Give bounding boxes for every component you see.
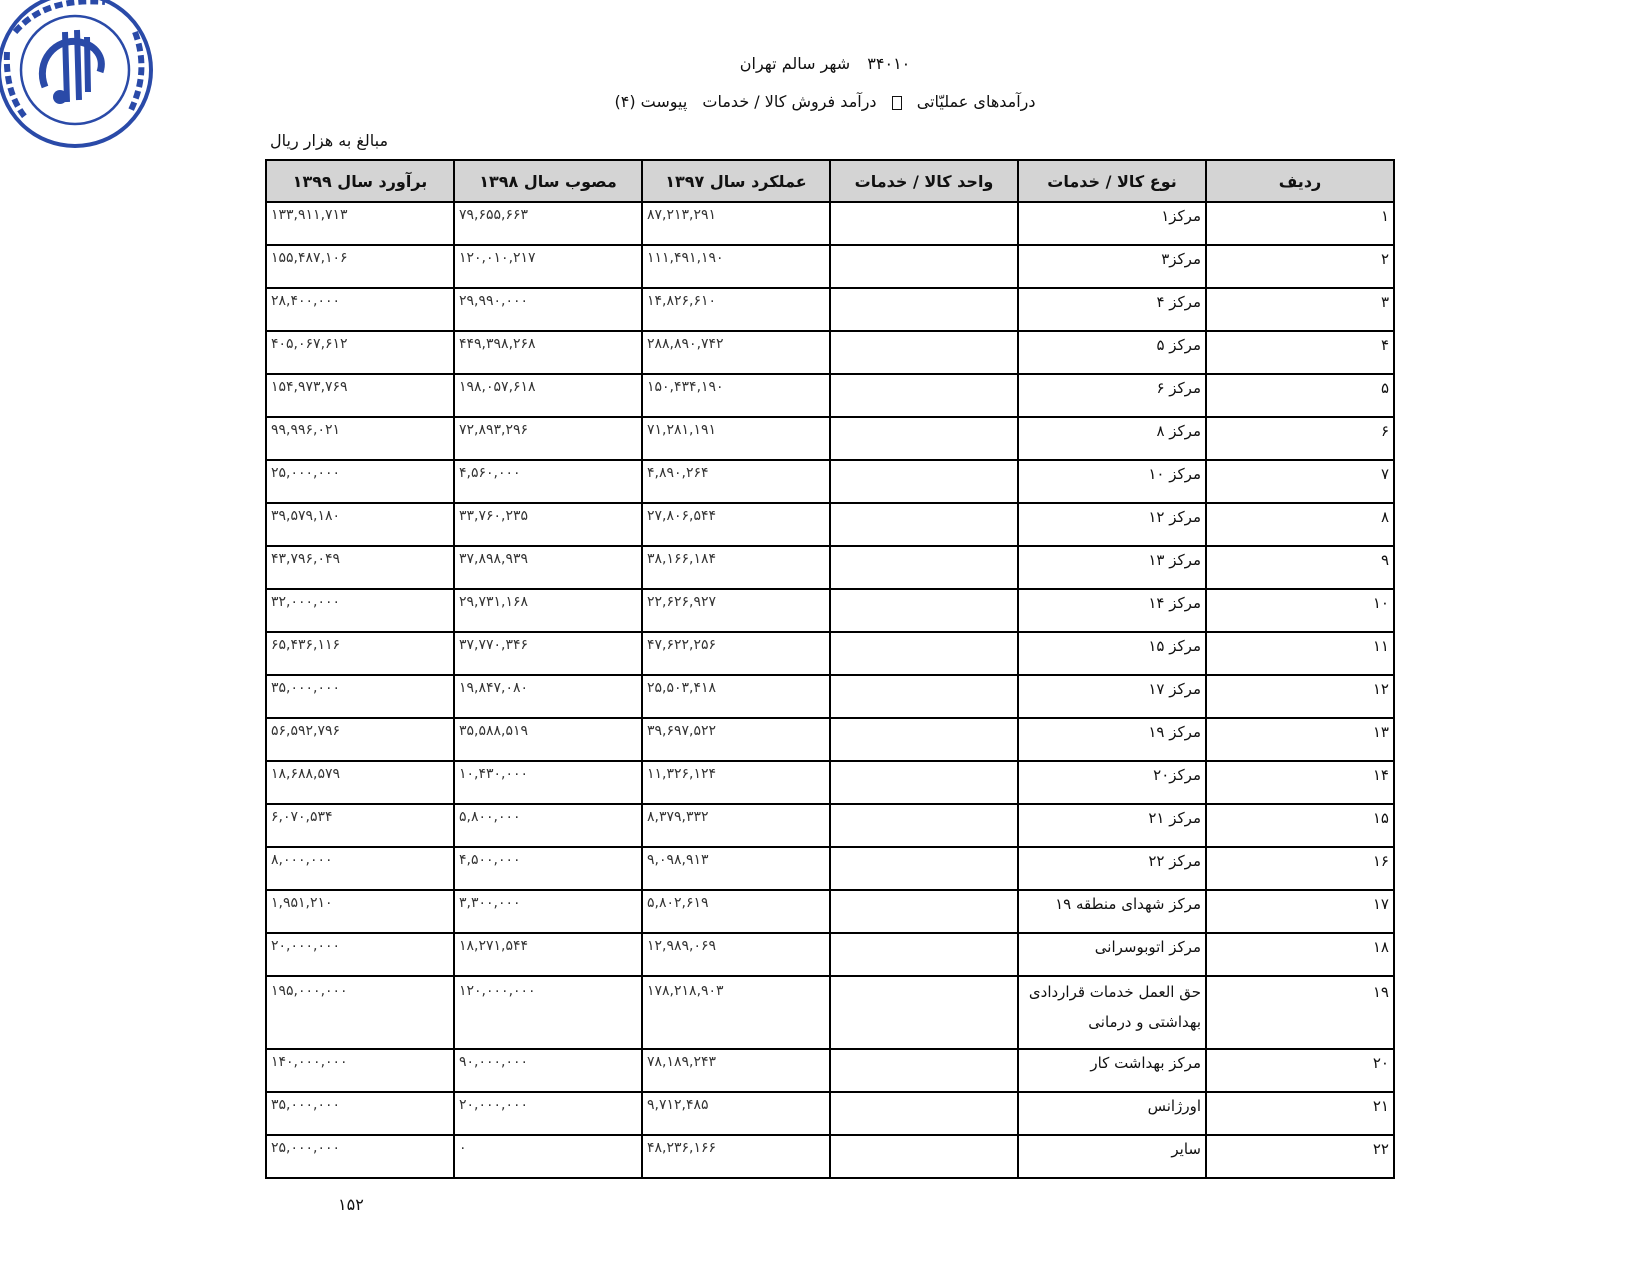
- cell-actual-1397: ۹,۰۹۸,۹۱۳: [642, 847, 830, 890]
- cell-estimate-1399: ۳۲,۰۰۰,۰۰۰: [266, 589, 454, 632]
- cell-approved-1398: ۴۴۹,۳۹۸,۲۶۸: [454, 331, 642, 374]
- cell-unit: [830, 718, 1018, 761]
- cell-approved-1398: ۷۲,۸۹۳,۲۹۶: [454, 417, 642, 460]
- cell-approved-1398: ۳۵,۵۸۸,۵۱۹: [454, 718, 642, 761]
- cell-estimate-1399: ۳۵,۰۰۰,۰۰۰: [266, 675, 454, 718]
- table-row: [266, 202, 1394, 245]
- cell-unit: [830, 890, 1018, 933]
- cell-approved-1398: ۷۹,۶۵۵,۶۶۳: [454, 202, 642, 245]
- cell-estimate-1399: ۱۴۰,۰۰۰,۰۰۰: [266, 1049, 454, 1092]
- cell-approved-1398: ۳۳,۷۶۰,۲۳۵: [454, 503, 642, 546]
- cell-item-type: حق العمل خدمات قراردادی بهداشتی و درمانی: [1018, 976, 1206, 1049]
- cell-actual-1397: ۲۸۸,۸۹۰,۷۴۲: [642, 331, 830, 374]
- cell-approved-1398: ۲۹,۷۳۱,۱۶۸: [454, 589, 642, 632]
- cell-item-type: مرکز ۶: [1018, 374, 1206, 417]
- cell-actual-1397: ۸,۳۷۹,۳۳۲: [642, 804, 830, 847]
- cell-actual-1397: ۲۵,۵۰۳,۴۱۸: [642, 675, 830, 718]
- cell-estimate-1399: ۱۸,۶۸۸,۵۷۹: [266, 761, 454, 804]
- cell-row-number: ۲: [1206, 245, 1394, 288]
- table-row: [266, 890, 1394, 933]
- cell-estimate-1399: ۴۰۵,۰۶۷,۶۱۲: [266, 331, 454, 374]
- cell-item-type: مرکز ۲۱: [1018, 804, 1206, 847]
- col-header-actual-1397: عملکرد سال ۱۳۹۷: [642, 160, 830, 202]
- col-header-approved-1398: مصوب سال ۱۳۹۸: [454, 160, 642, 202]
- table-row: [266, 718, 1394, 761]
- cell-item-type: مرکز ۱۷: [1018, 675, 1206, 718]
- cell-unit: [830, 1135, 1018, 1178]
- col-header-estimate-1399: برآورد سال ۱۳۹۹: [266, 160, 454, 202]
- cell-unit: [830, 460, 1018, 503]
- cell-actual-1397: ۳۹,۶۹۷,۵۲۲: [642, 718, 830, 761]
- cell-estimate-1399: ۲۸,۴۰۰,۰۰۰: [266, 288, 454, 331]
- table-row: [266, 245, 1394, 288]
- cell-unit: [830, 417, 1018, 460]
- cell-unit: [830, 503, 1018, 546]
- table-row: [266, 976, 1394, 1049]
- table-row: [266, 546, 1394, 589]
- cell-item-type: مرکز ۸: [1018, 417, 1206, 460]
- cell-unit: [830, 976, 1018, 1049]
- col-header-item-type: نوع کالا / خدمات: [1018, 160, 1206, 202]
- cell-estimate-1399: ۱۵۴,۹۷۳,۷۶۹: [266, 374, 454, 417]
- revenue-table: [265, 159, 1395, 1179]
- cell-estimate-1399: ۱۹۵,۰۰۰,۰۰۰: [266, 976, 454, 1049]
- cell-row-number: ۱۷: [1206, 890, 1394, 933]
- cell-actual-1397: ۴۸,۲۳۶,۱۶۶: [642, 1135, 830, 1178]
- cell-item-type: مرکز۱: [1018, 202, 1206, 245]
- cell-approved-1398: ۰: [454, 1135, 642, 1178]
- cell-item-type: مرکز ۱۴: [1018, 589, 1206, 632]
- cell-estimate-1399: ۸,۰۰۰,۰۰۰: [266, 847, 454, 890]
- cell-approved-1398: ۱۲۰,۰۱۰,۲۱۷: [454, 245, 642, 288]
- cell-unit: [830, 589, 1018, 632]
- cell-approved-1398: ۳۷,۷۷۰,۳۴۶: [454, 632, 642, 675]
- col-header-row-number: ردیف: [1206, 160, 1394, 202]
- cell-approved-1398: ۵,۸۰۰,۰۰۰: [454, 804, 642, 847]
- cell-row-number: ۶: [1206, 417, 1394, 460]
- cell-unit: [830, 1092, 1018, 1135]
- document-subtitle: [0, 92, 1650, 111]
- cell-approved-1398: ۱۸,۲۷۱,۵۴۴: [454, 933, 642, 976]
- table-row: [266, 1092, 1394, 1135]
- table-row: [266, 417, 1394, 460]
- subtitle-appendix: پیوست (۴): [614, 92, 688, 111]
- cell-item-type: مرکز ۴: [1018, 288, 1206, 331]
- subtitle-revenue-type: درآمدهای عملیّاتی: [916, 92, 1036, 111]
- cell-unit: [830, 632, 1018, 675]
- cell-item-type: مرکز ۱۲: [1018, 503, 1206, 546]
- cell-item-type: سایر: [1018, 1135, 1206, 1178]
- cell-row-number: ۱۵: [1206, 804, 1394, 847]
- table-row: [266, 632, 1394, 675]
- cell-unit: [830, 202, 1018, 245]
- table-header-row: [266, 160, 1394, 202]
- cell-unit: [830, 675, 1018, 718]
- cell-item-type: مرکز اتوبوسرانی: [1018, 933, 1206, 976]
- cell-row-number: ۱۸: [1206, 933, 1394, 976]
- cell-row-number: ۲۱: [1206, 1092, 1394, 1135]
- cell-actual-1397: ۴,۸۹۰,۲۶۴: [642, 460, 830, 503]
- cell-unit: [830, 847, 1018, 890]
- cell-item-type: مرکز ۱۹: [1018, 718, 1206, 761]
- cell-unit: [830, 245, 1018, 288]
- cell-estimate-1399: ۹۹,۹۹۶,۰۲۱: [266, 417, 454, 460]
- cell-row-number: ۱۳: [1206, 718, 1394, 761]
- cell-row-number: ۸: [1206, 503, 1394, 546]
- table-row: [266, 675, 1394, 718]
- document-title: [0, 54, 1650, 73]
- cell-estimate-1399: ۴۳,۷۹۶,۰۴۹: [266, 546, 454, 589]
- cell-row-number: ۲۲: [1206, 1135, 1394, 1178]
- cell-approved-1398: ۱۹,۸۴۷,۰۸۰: [454, 675, 642, 718]
- cell-estimate-1399: ۳۵,۰۰۰,۰۰۰: [266, 1092, 454, 1135]
- cell-item-type: مرکز ۵: [1018, 331, 1206, 374]
- cell-row-number: ۳: [1206, 288, 1394, 331]
- cell-unit: [830, 761, 1018, 804]
- cell-actual-1397: ۱۲,۹۸۹,۰۶۹: [642, 933, 830, 976]
- cell-row-number: ۱۹: [1206, 976, 1394, 1049]
- table-row: [266, 1135, 1394, 1178]
- cell-actual-1397: ۲۲,۶۲۶,۹۲۷: [642, 589, 830, 632]
- cell-row-number: ۱۴: [1206, 761, 1394, 804]
- cell-actual-1397: ۱۴,۸۲۶,۶۱۰: [642, 288, 830, 331]
- cell-estimate-1399: ۱۵۵,۴۸۷,۱۰۶: [266, 245, 454, 288]
- cell-estimate-1399: ۱۳۳,۹۱۱,۷۱۳: [266, 202, 454, 245]
- table-row: [266, 589, 1394, 632]
- cell-estimate-1399: ۳۹,۵۷۹,۱۸۰: [266, 503, 454, 546]
- cell-actual-1397: ۸۷,۲۱۳,۲۹۱: [642, 202, 830, 245]
- cell-approved-1398: ۱۲۰,۰۰۰,۰۰۰: [454, 976, 642, 1049]
- table-row: [266, 847, 1394, 890]
- program-title: شهر سالم تهران: [739, 54, 851, 73]
- cell-row-number: ۴: [1206, 331, 1394, 374]
- cell-approved-1398: ۳,۳۰۰,۰۰۰: [454, 890, 642, 933]
- table-row: [266, 1049, 1394, 1092]
- cell-actual-1397: ۱۵۰,۴۳۴,۱۹۰: [642, 374, 830, 417]
- table-row: [266, 460, 1394, 503]
- cell-unit: [830, 288, 1018, 331]
- cell-approved-1398: ۹۰,۰۰۰,۰۰۰: [454, 1049, 642, 1092]
- box-glyph-icon: [892, 96, 902, 110]
- cell-actual-1397: ۱۱,۳۲۶,۱۲۴: [642, 761, 830, 804]
- cell-approved-1398: ۲۹,۹۹۰,۰۰۰: [454, 288, 642, 331]
- cell-actual-1397: ۲۷,۸۰۶,۵۴۴: [642, 503, 830, 546]
- table-row: [266, 331, 1394, 374]
- cell-actual-1397: ۱۷۸,۲۱۸,۹۰۳: [642, 976, 830, 1049]
- cell-unit: [830, 374, 1018, 417]
- cell-estimate-1399: ۶,۰۷۰,۵۳۴: [266, 804, 454, 847]
- cell-row-number: ۲۰: [1206, 1049, 1394, 1092]
- cell-approved-1398: ۴,۵۶۰,۰۰۰: [454, 460, 642, 503]
- cell-estimate-1399: ۵۶,۵۹۲,۷۹۶: [266, 718, 454, 761]
- cell-item-type: مرکز شهدای منطقه ۱۹: [1018, 890, 1206, 933]
- cell-item-type: مرکز ۱۳: [1018, 546, 1206, 589]
- cell-estimate-1399: ۲۵,۰۰۰,۰۰۰: [266, 460, 454, 503]
- cell-actual-1397: ۳۸,۱۶۶,۱۸۴: [642, 546, 830, 589]
- table-row: [266, 761, 1394, 804]
- cell-item-type: مرکز۳: [1018, 245, 1206, 288]
- cell-row-number: ۱: [1206, 202, 1394, 245]
- cell-item-type: اورژانس: [1018, 1092, 1206, 1135]
- cell-unit: [830, 546, 1018, 589]
- budget-code: ۳۴۰۱۰: [867, 54, 911, 73]
- cell-estimate-1399: ۲۵,۰۰۰,۰۰۰: [266, 1135, 454, 1178]
- cell-actual-1397: ۱۱۱,۴۹۱,۱۹۰: [642, 245, 830, 288]
- cell-row-number: ۱۲: [1206, 675, 1394, 718]
- cell-approved-1398: ۲۰,۰۰۰,۰۰۰: [454, 1092, 642, 1135]
- cell-row-number: ۵: [1206, 374, 1394, 417]
- cell-approved-1398: ۱۰,۴۳۰,۰۰۰: [454, 761, 642, 804]
- col-header-unit: واحد کالا / خدمات: [830, 160, 1018, 202]
- table-row: [266, 933, 1394, 976]
- cell-actual-1397: ۷۸,۱۸۹,۲۴۳: [642, 1049, 830, 1092]
- cell-item-type: مرکز ۱۰: [1018, 460, 1206, 503]
- page-number: ۱۵۲: [338, 1195, 364, 1214]
- cell-approved-1398: ۴,۵۰۰,۰۰۰: [454, 847, 642, 890]
- table-row: [266, 288, 1394, 331]
- unit-note: مبالغ به هزار ریال: [270, 131, 389, 150]
- cell-row-number: ۹: [1206, 546, 1394, 589]
- cell-actual-1397: ۵,۸۰۲,۶۱۹: [642, 890, 830, 933]
- cell-item-type: مرکز ۱۵: [1018, 632, 1206, 675]
- table-row: [266, 503, 1394, 546]
- cell-approved-1398: ۱۹۸,۰۵۷,۶۱۸: [454, 374, 642, 417]
- cell-estimate-1399: ۲۰,۰۰۰,۰۰۰: [266, 933, 454, 976]
- cell-unit: [830, 933, 1018, 976]
- cell-estimate-1399: ۶۵,۴۳۶,۱۱۶: [266, 632, 454, 675]
- council-stamp: [0, 0, 165, 162]
- cell-item-type: مرکز بهداشت کار: [1018, 1049, 1206, 1092]
- cell-actual-1397: ۹,۷۱۲,۴۸۵: [642, 1092, 830, 1135]
- cell-unit: [830, 1049, 1018, 1092]
- table-row: [266, 804, 1394, 847]
- cell-actual-1397: ۷۱,۲۸۱,۱۹۱: [642, 417, 830, 460]
- cell-item-type: مرکز۲۰: [1018, 761, 1206, 804]
- table-row: [266, 374, 1394, 417]
- subtitle-revenue-category: درآمد فروش کالا / خدمات: [702, 92, 877, 111]
- cell-estimate-1399: ۱,۹۵۱,۲۱۰: [266, 890, 454, 933]
- cell-item-type: مرکز ۲۲: [1018, 847, 1206, 890]
- cell-row-number: ۱۶: [1206, 847, 1394, 890]
- cell-approved-1398: ۳۷,۸۹۸,۹۳۹: [454, 546, 642, 589]
- cell-unit: [830, 804, 1018, 847]
- cell-row-number: ۱۱: [1206, 632, 1394, 675]
- cell-row-number: ۷: [1206, 460, 1394, 503]
- cell-unit: [830, 331, 1018, 374]
- cell-row-number: ۱۰: [1206, 589, 1394, 632]
- cell-actual-1397: ۴۷,۶۲۲,۲۵۶: [642, 632, 830, 675]
